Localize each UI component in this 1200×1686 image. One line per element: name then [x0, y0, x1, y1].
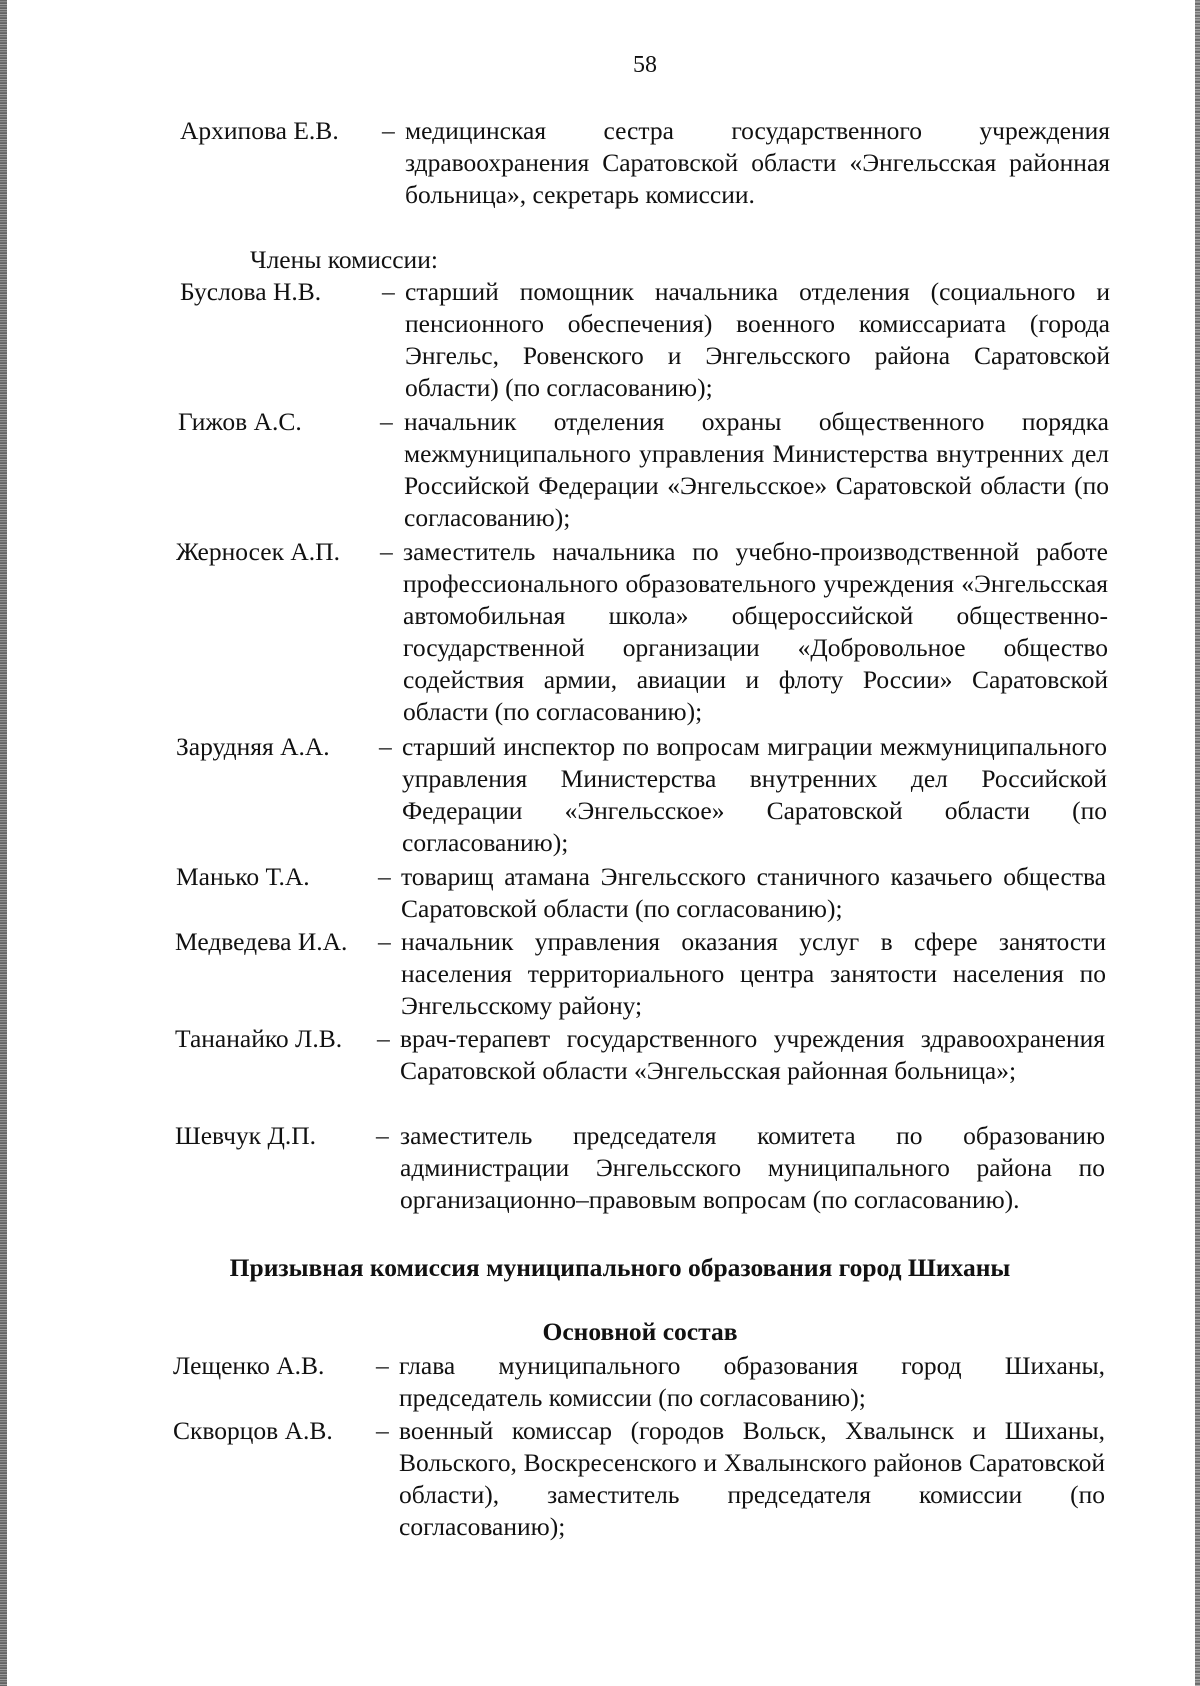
dash: –: [382, 116, 395, 145]
person-name: Гижов А.С.: [178, 407, 302, 436]
dash: –: [376, 1351, 389, 1380]
person-name: Тананайко Л.В.: [175, 1024, 343, 1053]
members-heading: Члены комиссии:: [250, 245, 438, 274]
person-name: Лещенко А.В.: [173, 1351, 325, 1380]
position-description: медицинская сестра государственного учреждения здравоохранения Саратовской области «Энгельсская районная больница», секретарь комиссии.: [405, 116, 1110, 209]
person-name: Скворцов А.В.: [173, 1416, 333, 1445]
person-name: Буслова Н.В.: [180, 277, 322, 306]
position-description: начальник отделения охраны общественного порядка межмуниципального управления Министерства внутренних дел Российской Федерации «Энгельсское» Саратовской области (по согласованию);: [404, 407, 1109, 532]
position-description: врач-терапевт государственного учреждения здравоохранения Саратовской области «Энгельсская районная больница»;: [400, 1024, 1105, 1085]
dash: –: [376, 1416, 389, 1445]
dash: –: [380, 407, 393, 436]
person-name: Манько Т.А.: [176, 862, 310, 891]
dash: –: [379, 732, 392, 761]
position-description: старший помощник начальника отделения (социального и пенсионного обеспечения) военного комиссариата (города Энгельс, Ровенского и Энгельсского района Саратовской области) (по согласованию);: [405, 277, 1110, 402]
person-name: Зарудняя А.А.: [176, 732, 330, 761]
dash: –: [380, 537, 393, 566]
person-name: Медведева И.А.: [175, 927, 348, 956]
dash: –: [378, 927, 391, 956]
position-description: глава муниципального образования город Шиханы, председатель комиссии (по согласованию);: [399, 1351, 1105, 1412]
section-subtitle: Основной состав: [542, 1317, 738, 1346]
dash: –: [377, 1024, 390, 1053]
scan-edge-left: [0, 0, 7, 1686]
scan-edge-right: [1195, 0, 1200, 1686]
section-title: Призывная комиссия муниципального образования город Шиханы: [229, 1253, 1011, 1282]
page-number: 58: [633, 52, 657, 78]
person-name: Шевчук Д.П.: [175, 1121, 317, 1150]
person-name: Архипова Е.В.: [180, 116, 339, 145]
position-description: товарищ атамана Энгельсского станичного казачьего общества Саратовской области (по согласованию);: [401, 862, 1106, 923]
position-description: начальник управления оказания услуг в сфере занятости населения территориального центра занятости населения по Энгельсскому району;: [401, 927, 1106, 1020]
position-description: старший инспектор по вопросам миграции межмуниципального управления Министерства внутренних дел Российской Федерации «Энгельсское» Саратовской области (по согласованию);: [402, 732, 1107, 857]
dash: –: [378, 862, 391, 891]
position-description: военный комиссар (городов Вольск, Хвалынск и Шиханы, Вольского, Воскресенского и Хвалынского районов Саратовской области), заместитель председателя комиссии (по согласованию);: [399, 1416, 1105, 1541]
position-description: заместитель начальника по учебно-производственной работе профессионального образовательного учреждения «Энгельсская автомобильная школа» общероссийской общественно-государственной организации «Добровольное общество содействия армии, авиации и флоту России» Саратовской области (по согласованию);: [403, 537, 1108, 726]
position-description: заместитель председателя комитета по образованию администрации Энгельсского муниципального района по организационно–правовым вопросам (по согласованию).: [400, 1121, 1105, 1214]
person-name: Жерносек А.П.: [176, 537, 340, 566]
dash: –: [376, 1121, 389, 1150]
dash: –: [382, 277, 395, 306]
